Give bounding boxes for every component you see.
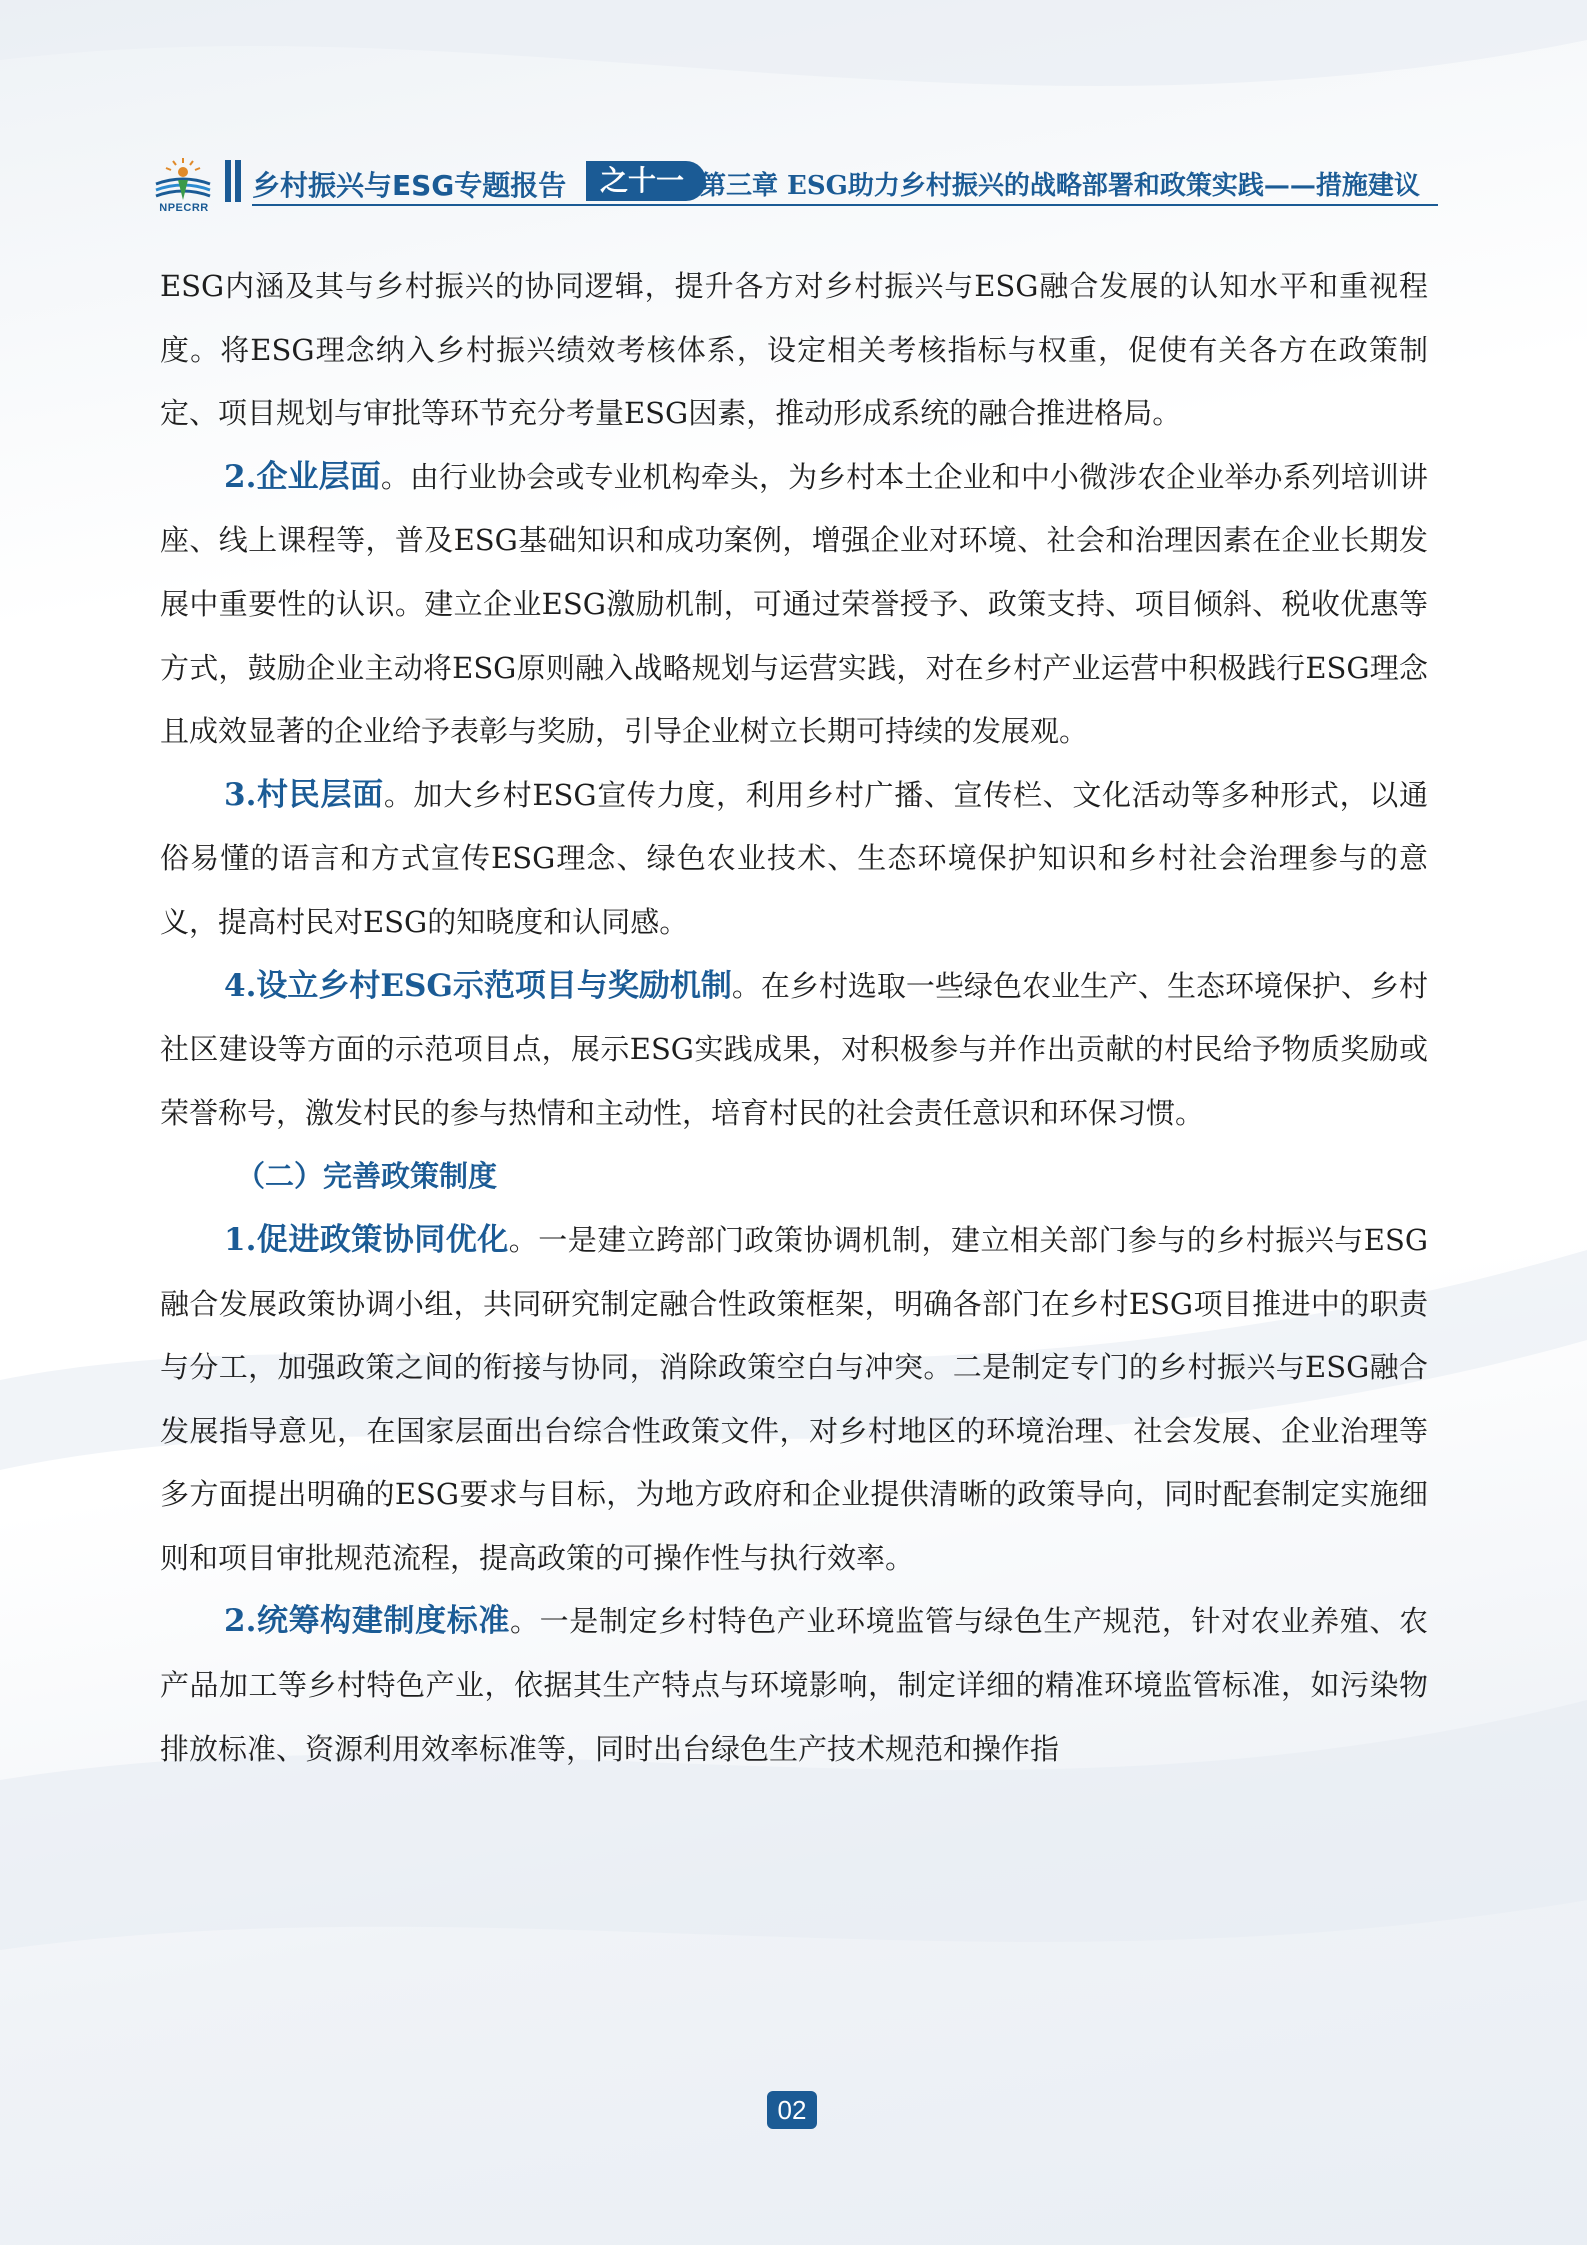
page-header — [148, 156, 1438, 212]
logo-text: NPECRR — [159, 202, 209, 214]
item-text: 。由行业协会或专业机构牵头，为乡村本土企业和中小微涉农企业举办系列培训讲座、线上课程等，普及ESG基础知识和成功案例，增强企业对环境、社会和治理因素在企业长期发展中重要性的认识。建立企业ESG激励机制，可通过荣誉授予、政策支持、项目倾斜、税收优惠等方式，鼓励企业主动将ESG原则融入战略规划与运营实践，对在乡村产业运营中积极践行ESG理念且成效显著的企业给予表彰与奖励，引导企业树立长期可持续的发展观。 — [160, 459, 1428, 749]
paragraph-villagers — [160, 764, 1428, 955]
paragraph-standards — [160, 1590, 1428, 1781]
header-underline — [252, 204, 1438, 206]
item-heading: 3.村民层面 — [224, 776, 384, 813]
series-number-badge: 之十一 — [586, 161, 706, 201]
item-text: 。一是建立跨部门政策协调机制，建立相关部门参与的乡村振兴与ESG融合发展政策协调小组，共同研究制定融合性政策框架，明确各部门在乡村ESG项目推进中的职责与分工，加强政策之间的衔接与协同，消除政策空白与冲突。二是制定专门的乡村振兴与ESG融合发展指导意见，在国家层面出台综合性政策文件，对乡村地区的环境治理、社会发展、企业治理等多方面提出明确的ESG要求与目标，为地方政府和企业提供清晰的政策导向，同时配套制定实施细则和项目审批规范流程，提高政策的可操作性与执行效率。 — [160, 1222, 1428, 1575]
section-heading: （二）完善政策制度 — [236, 1159, 498, 1194]
paragraph-enterprise — [160, 446, 1428, 764]
header-bar-decoration — [235, 160, 241, 202]
paragraph-policy-coordination — [160, 1209, 1428, 1591]
paragraph-demo-projects — [160, 955, 1428, 1146]
npecrr-logo — [148, 156, 218, 216]
logo-emblem-icon — [148, 156, 218, 204]
page-number: 02 — [767, 2091, 817, 2129]
item-text: 。一是制定乡村特色产业环境监管与绿色生产规范，针对农业养殖、农产品加工等乡村特色产业，依据其生产特点与环境影响，制定详细的精准环境监管标准，如污染物排放标准、资源利用效率标准等，同时出台绿色生产技术规范和操作指 — [160, 1604, 1428, 1766]
item-heading: 1.促进政策协同优化 — [224, 1221, 509, 1258]
item-heading: 2.企业层面 — [224, 458, 381, 495]
series-title: 乡村振兴与ESG专题报告 — [252, 169, 567, 202]
body-content — [160, 255, 1428, 1781]
paragraph-intro: ESG内涵及其与乡村振兴的协同逻辑，提升各方对乡村振兴与ESG融合发展的认知水平和重视程度。将ESG理念纳入乡村振兴绩效考核体系，设定相关考核指标与权重，促使有关各方在政策制定、项目规划与审批等环节充分考量ESG因素，推动形成系统的融合推进格局。 — [160, 269, 1428, 431]
item-text: 。加大乡村ESG宣传力度，利用乡村广播、宣传栏、文化活动等多种形式，以通俗易懂的语言和方式宣传ESG理念、绿色农业技术、生态环境保护知识和乡村社会治理参与的意义，提高村民对ESG的知晓度和认同感。 — [160, 777, 1428, 939]
header-bar-decoration — [225, 160, 231, 202]
item-text: 。在乡村选取一些绿色农业生产、生态环境保护、乡村社区建设等方面的示范项目点，展示ESG实践成果，对积极参与并作出贡献的村民给予物质奖励或荣誉称号，激发村民的参与热情和主动性，培育村民的社会责任意识和环保习惯。 — [160, 968, 1428, 1130]
chapter-title: 第三章 ESG助力乡村振兴的战略部署和政策实践——措施建议 — [700, 171, 1420, 201]
item-heading: 4.设立乡村ESG示范项目与奖励机制 — [224, 967, 732, 1004]
item-heading: 2.统筹构建制度标准 — [224, 1603, 511, 1640]
